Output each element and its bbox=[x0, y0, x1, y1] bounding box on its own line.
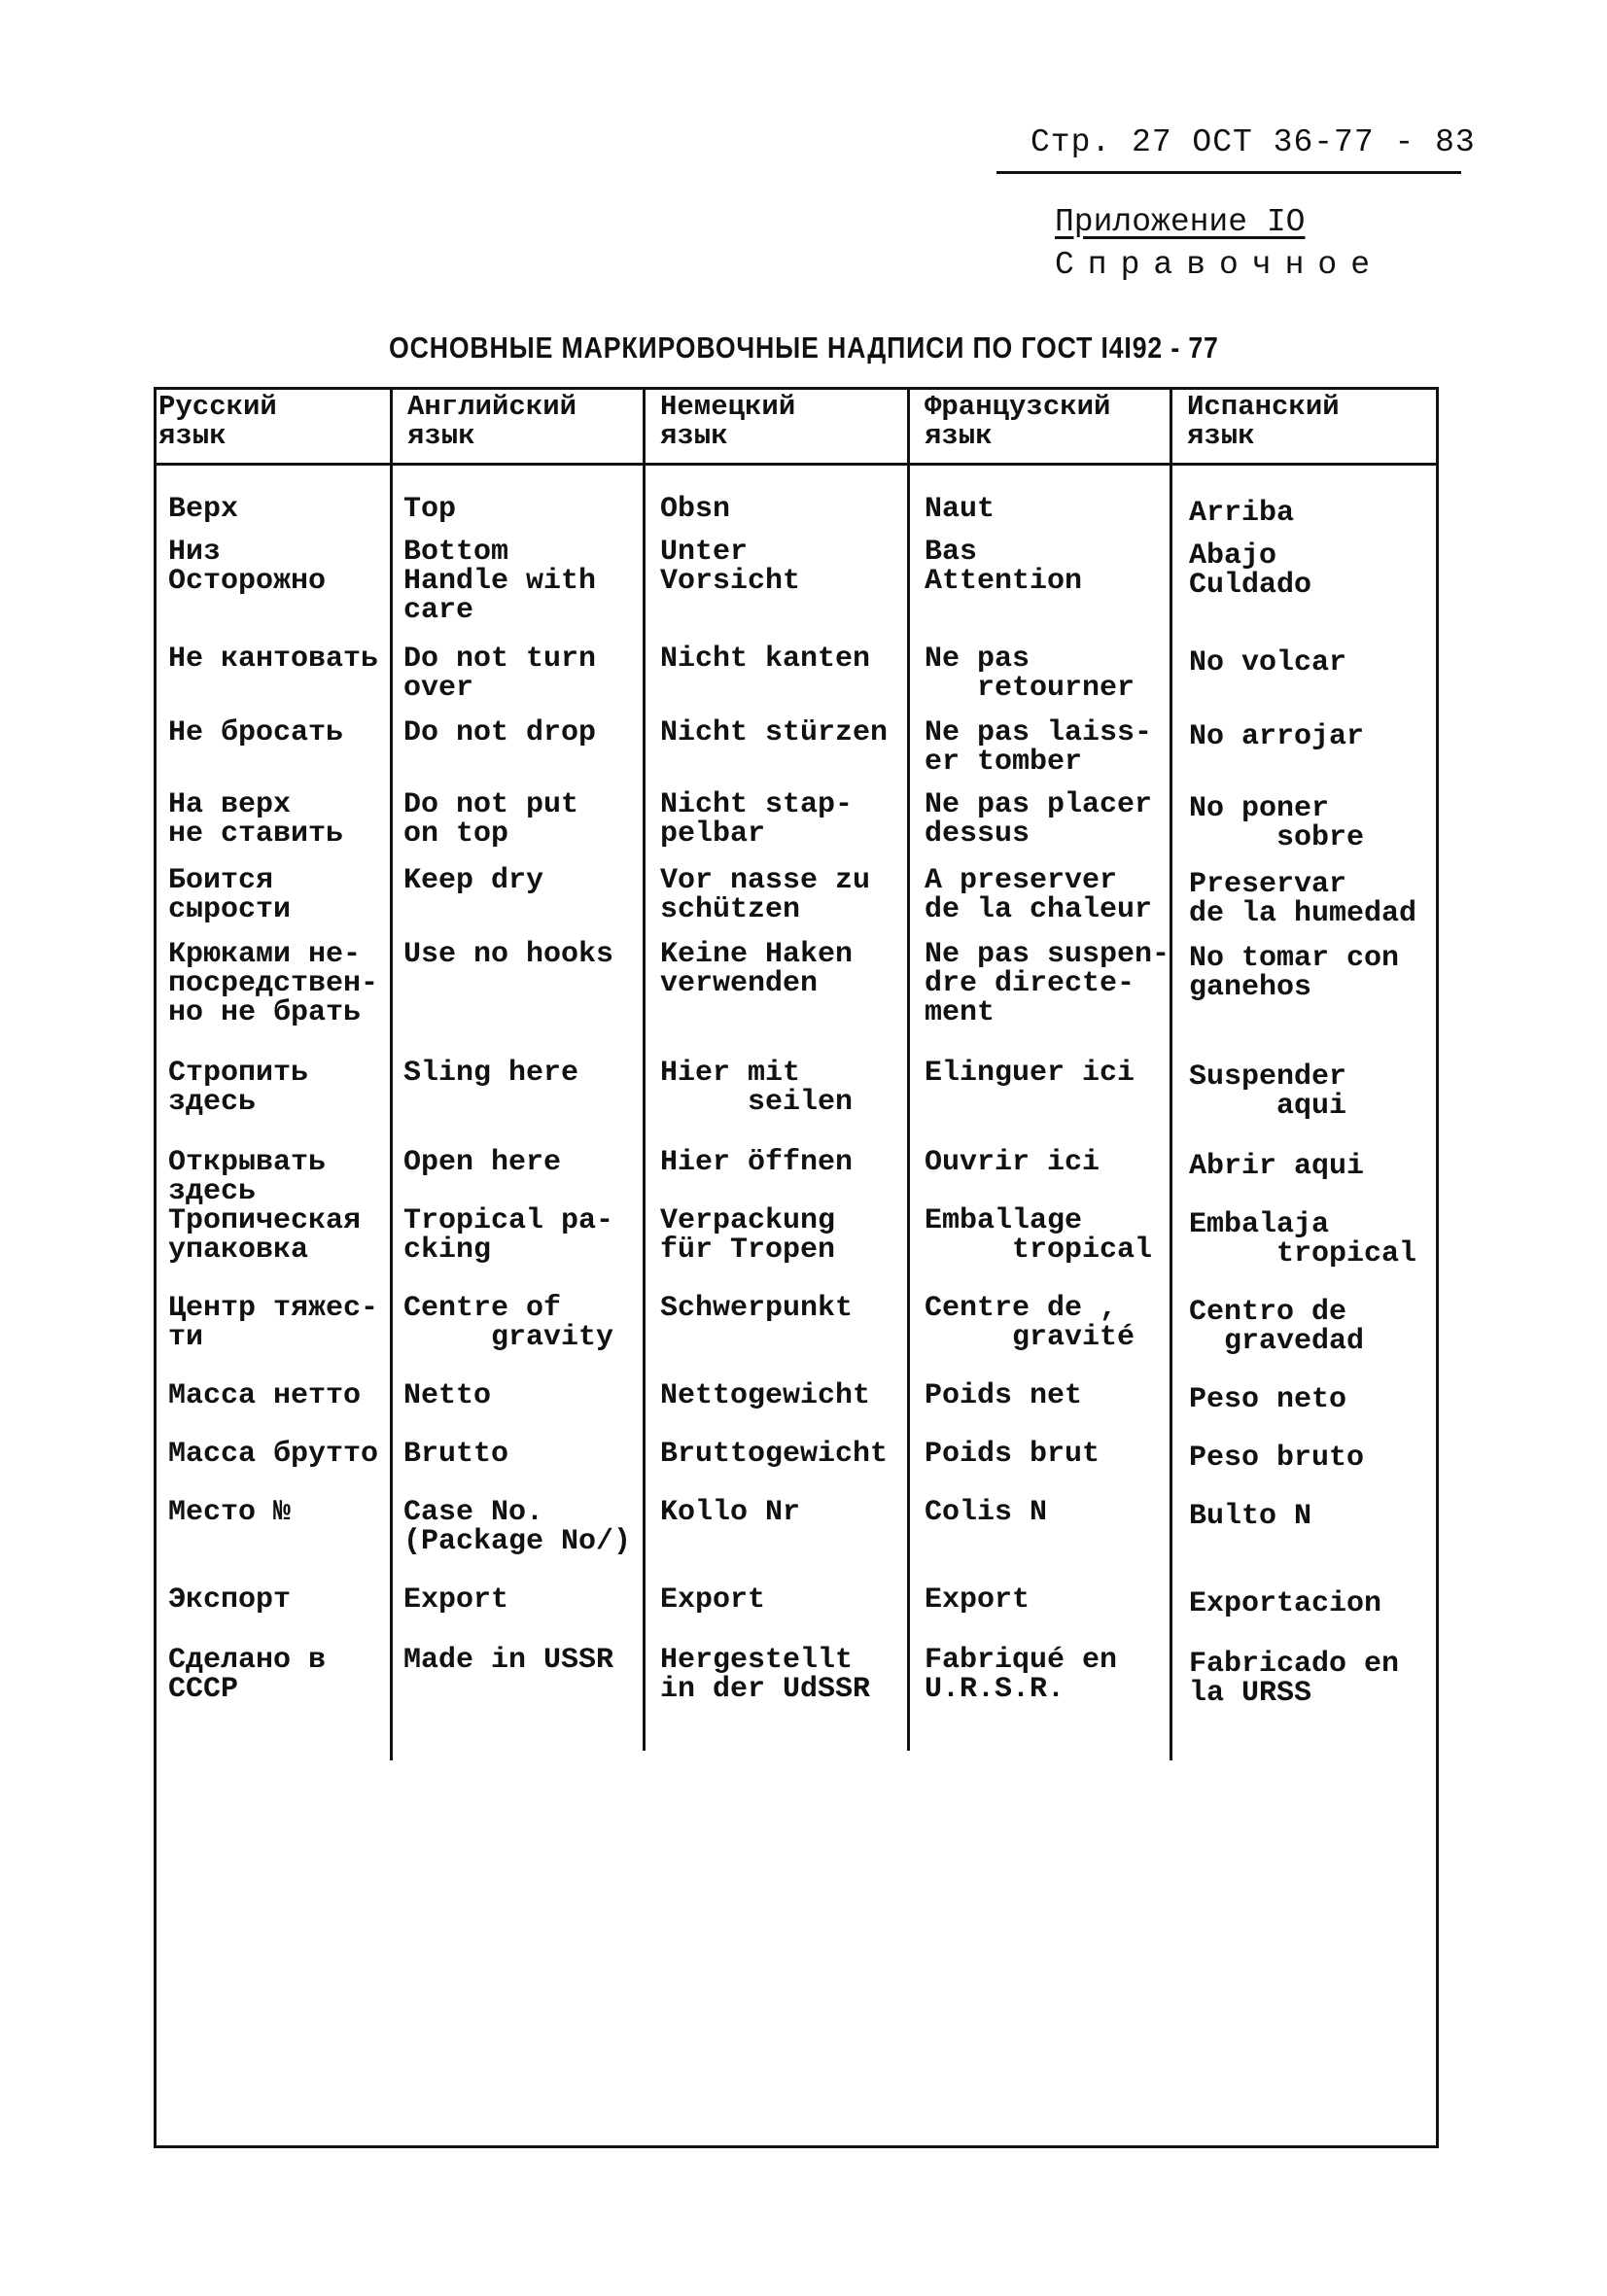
cell-french: Fabriqué en U.R.S.R. bbox=[925, 1644, 1118, 1706]
cell-spanish: Abajo bbox=[1189, 539, 1277, 573]
document-title: ОСНОВНЫЕ МАРКИРОВОЧНЫЕ НАДПИСИ ПО ГОСТ I4I92 - 77 bbox=[389, 330, 1219, 365]
cell-english: Made in USSR bbox=[403, 1644, 614, 1677]
cell-russian: Осторожно bbox=[168, 565, 327, 598]
cell-german: Kollo Nr bbox=[660, 1496, 801, 1529]
cell-spanish: No tomar con ganehos bbox=[1189, 942, 1400, 1004]
column-header-english: Английский язык bbox=[407, 391, 577, 452]
cell-german: Vor nasse zu schützen bbox=[660, 864, 871, 926]
cell-english: Sling here bbox=[403, 1057, 579, 1090]
cell-german: Verpackung für Tropen bbox=[660, 1204, 836, 1267]
cell-german: Bruttogewicht bbox=[660, 1438, 889, 1471]
column-header-spanish: Испанский язык bbox=[1187, 391, 1340, 452]
cell-russian: Центр тяжес- ти bbox=[168, 1292, 379, 1354]
cell-russian: Экспорт bbox=[168, 1583, 292, 1617]
cell-spanish: Preservar de la humedad bbox=[1189, 868, 1417, 930]
cell-english: Do not drop bbox=[403, 716, 597, 749]
cell-russian: Стропить здесь bbox=[168, 1057, 309, 1119]
cell-spanish: Suspender aqui bbox=[1189, 1061, 1347, 1123]
appendix-label: Приложение IO bbox=[1055, 204, 1306, 240]
cell-russian: Тропическая упаковка bbox=[168, 1204, 362, 1267]
cell-russian: Верх bbox=[168, 493, 239, 526]
cell-german: Nicht kanten bbox=[660, 643, 871, 676]
cell-german: Keine Haken verwenden bbox=[660, 938, 854, 1000]
cell-spanish: Arriba bbox=[1189, 497, 1295, 530]
cell-english: Open here bbox=[403, 1146, 562, 1179]
cell-spanish: Bulto N bbox=[1189, 1500, 1312, 1533]
cell-english: Centre of gravity bbox=[403, 1292, 614, 1354]
column-divider bbox=[390, 390, 393, 1760]
cell-french: Centre de , gravité bbox=[925, 1292, 1135, 1354]
cell-russian: Низ bbox=[168, 536, 222, 569]
cell-english: Do not turn over bbox=[403, 643, 597, 705]
cell-english: Keep dry bbox=[403, 864, 544, 897]
cell-english: Export bbox=[403, 1583, 509, 1617]
cell-english: Top bbox=[403, 493, 457, 526]
cell-german: Vorsicht bbox=[660, 565, 801, 598]
cell-russian: Открывать здесь bbox=[168, 1146, 327, 1208]
marking-table bbox=[154, 387, 1439, 2148]
cell-russian: Масса нетто bbox=[168, 1379, 362, 1412]
cell-french: Poids brut bbox=[925, 1438, 1100, 1471]
cell-french: Colis N bbox=[925, 1496, 1048, 1529]
cell-spanish: Exportacion bbox=[1189, 1587, 1382, 1620]
cell-spanish: No volcar bbox=[1189, 646, 1347, 679]
header-rule bbox=[996, 171, 1461, 174]
cell-french: Emballage tropical bbox=[925, 1204, 1153, 1267]
cell-spanish: Fabricado en la URSS bbox=[1189, 1648, 1400, 1710]
cell-spanish: Peso neto bbox=[1189, 1383, 1347, 1416]
cell-english: Handle with care bbox=[403, 565, 597, 627]
page-reference: Стр. 27 ОСТ 36-77 - 83 bbox=[1031, 124, 1476, 160]
cell-english: Case No. (Package No/) bbox=[403, 1496, 632, 1558]
cell-french: Ouvrir ici bbox=[925, 1146, 1100, 1179]
cell-german: Hier öffnen bbox=[660, 1146, 854, 1179]
cell-french: Ne pas suspen- dre directe- ment bbox=[925, 938, 1170, 1029]
cell-german: Hier mit seilen bbox=[660, 1057, 854, 1119]
cell-spanish: No arrojar bbox=[1189, 720, 1365, 753]
cell-german: Export bbox=[660, 1583, 766, 1617]
cell-russian: Место № bbox=[168, 1496, 292, 1529]
header-divider bbox=[157, 463, 1436, 466]
cell-french: Export bbox=[925, 1583, 1031, 1617]
column-header-french: Французский язык bbox=[925, 391, 1111, 452]
cell-english: Do not put on top bbox=[403, 788, 579, 851]
cell-russian: Сделано в СССР bbox=[168, 1644, 327, 1706]
cell-russian: На верх не ставить bbox=[168, 788, 344, 851]
cell-german: Schwerpunkt bbox=[660, 1292, 854, 1325]
appendix-type: Справочное bbox=[1055, 247, 1384, 283]
column-header-russian: Русский язык bbox=[158, 391, 277, 452]
cell-french: Poids net bbox=[925, 1379, 1083, 1412]
column-divider bbox=[1170, 390, 1172, 1760]
cell-french: Ne pas retourner bbox=[925, 643, 1135, 705]
cell-russian: Не кантовать bbox=[168, 643, 379, 676]
cell-spanish: Abrir aqui bbox=[1189, 1150, 1365, 1183]
cell-russian: Не бросать bbox=[168, 716, 344, 749]
column-divider bbox=[643, 390, 646, 1751]
cell-spanish: Peso bruto bbox=[1189, 1442, 1365, 1475]
cell-french: Naut bbox=[925, 493, 996, 526]
cell-english: Brutto bbox=[403, 1438, 509, 1471]
cell-spanish: No poner sobre bbox=[1189, 792, 1365, 854]
cell-german: Nettogewicht bbox=[660, 1379, 871, 1412]
cell-french: Ne pas laiss- er tomber bbox=[925, 716, 1153, 779]
cell-french: Attention bbox=[925, 565, 1083, 598]
cell-russian: Боится сырости bbox=[168, 864, 292, 926]
cell-german: Unter bbox=[660, 536, 749, 569]
column-header-german: Немецкий язык bbox=[660, 391, 796, 452]
cell-english: Netto bbox=[403, 1379, 492, 1412]
cell-german: Obsn bbox=[660, 493, 731, 526]
cell-french: Bas bbox=[925, 536, 978, 569]
cell-french: A preserver de la chaleur bbox=[925, 864, 1153, 926]
cell-english: Use no hooks bbox=[403, 938, 614, 971]
cell-english: Tropical pa- cking bbox=[403, 1204, 614, 1267]
cell-german: Nicht stap- pelbar bbox=[660, 788, 854, 851]
cell-english: Bottom bbox=[403, 536, 509, 569]
cell-russian: Крюками не- посредствен- но не брать bbox=[168, 938, 379, 1029]
cell-french: Elinguer ici bbox=[925, 1057, 1135, 1090]
cell-russian: Масса брутто bbox=[168, 1438, 379, 1471]
cell-spanish: Embalaja tropical bbox=[1189, 1208, 1417, 1270]
cell-spanish: Culdado bbox=[1189, 569, 1312, 602]
cell-german: Hergestellt in der UdSSR bbox=[660, 1644, 871, 1706]
column-divider bbox=[907, 390, 910, 1751]
cell-french: Ne pas placer dessus bbox=[925, 788, 1153, 851]
cell-german: Nicht stürzen bbox=[660, 716, 889, 749]
cell-spanish: Centro de gravedad bbox=[1189, 1296, 1365, 1358]
